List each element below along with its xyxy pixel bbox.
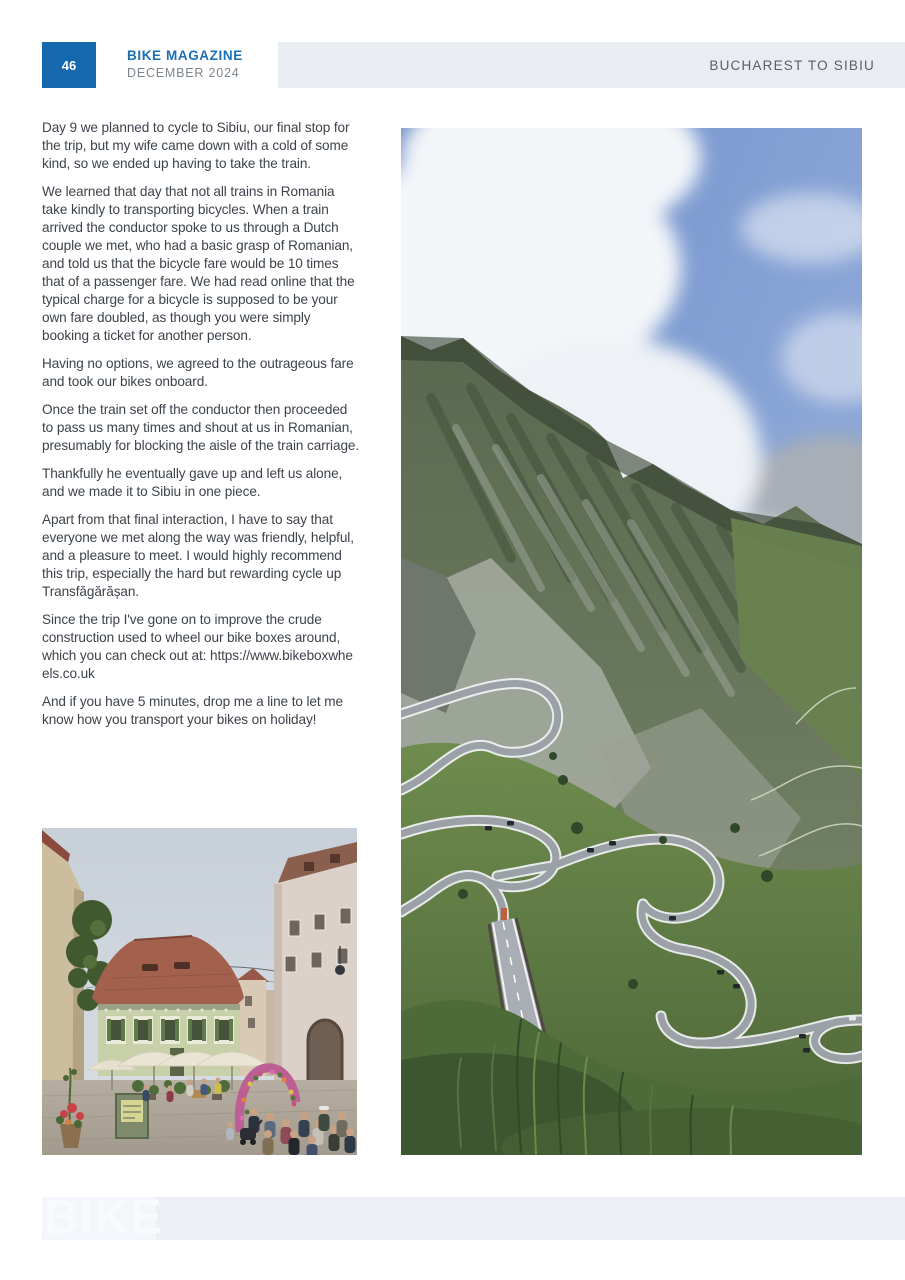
bikeboxwheels-link[interactable]: https://www.bikeboxwheels.co.uk bbox=[42, 648, 353, 681]
header-band bbox=[278, 42, 905, 88]
magazine-issue-date: DECEMBER 2024 bbox=[127, 66, 240, 80]
paragraph-conductor: Once the train set off the conductor then proceeded to pass us many times and shout at us in Romanian, presumably for blocking the aisle of the train carriage. bbox=[42, 402, 360, 453]
magazine-masthead bbox=[127, 48, 243, 80]
footer-watermark: BIKE bbox=[44, 1191, 163, 1244]
paragraph-bikeboxes-text: Since the trip I've gone on to improve the crude construction used to wheel our bike boxes around, which you can check out at: bbox=[42, 612, 341, 663]
magazine-title: BIKE MAGAZINE bbox=[127, 48, 243, 63]
section-title: BUCHAREST TO SIBIU bbox=[709, 57, 875, 73]
sibiu-town-square-graphic bbox=[42, 828, 357, 1155]
paragraph-fare: Having no options, we agreed to the outrageous fare and took our bikes onboard. bbox=[42, 356, 354, 389]
paragraph-bikeboxes bbox=[42, 611, 360, 683]
transfagarasan-road-graphic bbox=[401, 128, 862, 1155]
paragraph-thankfully: Thankfully he eventually gave up and left us alone, and we made it to Sibiu in one piece. bbox=[42, 466, 343, 499]
paragraph-dropline: And if you have 5 minutes, drop me a line to let me know how you transport your bikes on holiday! bbox=[42, 694, 343, 727]
footer-band bbox=[42, 1197, 905, 1240]
transfagarasan-road-photo bbox=[401, 128, 862, 1155]
paragraph-day9: Day 9 we planned to cycle to Sibiu, our final stop for the trip, but my wife came down with a cold of some kind, so we ended up having to take the train. bbox=[42, 120, 350, 171]
article-text-column bbox=[42, 119, 360, 739]
paragraph-recommend: Apart from that final interaction, I have to say that everyone we met along the way was friendly, helpful, and a pleasure to meet. I would highly recommend this trip, especially the hard but rewarding cycle up Transfăgărășan. bbox=[42, 512, 354, 599]
page-number: 46 bbox=[61, 57, 77, 73]
sibiu-town-square-photo bbox=[42, 828, 357, 1155]
page-number-box bbox=[42, 42, 96, 88]
paragraph-trains: We learned that day that not all trains in Romania take kindly to transporting bicycles. When a train arrived the conductor spoke to us through a Dutch couple we met, who had a basic grasp of Romanian, and told us that the bicycle fare would be 10 times that of a passenger fare. We had read online that the typical charge for a bicycle is supposed to be your own fare doubled, as though you were simply booking a ticket for another person. bbox=[42, 184, 355, 343]
